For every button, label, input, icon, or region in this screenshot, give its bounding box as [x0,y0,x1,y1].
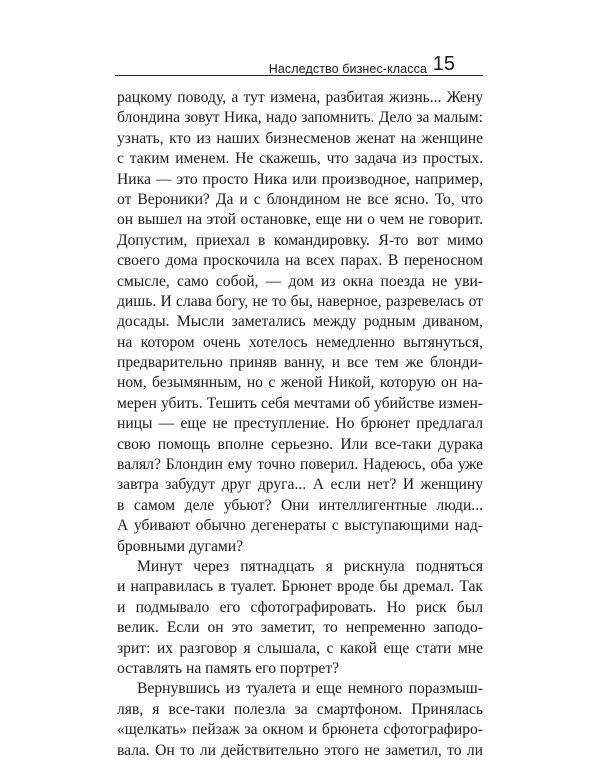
text-line: свою помощь вполне серьезно. Или все-таки дурака [117,435,483,453]
running-title: Наследство бизнес-класса [268,62,427,76]
text-line: в самом деле убьют? Они интеллигентные люди... [117,496,483,514]
text-line: смысле, само собой, — дом из окна поезда не уви- [117,272,483,290]
text-line: Минут через пятнадцать я рискнула подняться [137,557,483,575]
text-line: блондина зовут Ника, надо запомнить. Дело за малым: [117,109,483,127]
text-line: он вышел на этой остановке, еще ни о чем не говорит. [117,211,483,229]
text-line: «щелкать» пейзаж за окном и брюнета сфотографиро- [117,721,483,739]
text-line: ляв, я все-таки полезла за смартфоном. Принялась [117,700,483,718]
header-rule [115,75,483,76]
text-line: ном, безымянным, но с женой Никой, которую он на- [117,374,483,392]
text-line: завтра забудут друг друга... А если нет? И женщину [117,476,483,494]
text-line: велик. Если он это заметит, то непременно заподо- [117,619,483,637]
text-line: от Вероники? Да и с блондином не все ясно. То, что [117,190,483,208]
text-line: Ника — это просто Ника или производное, например, [117,170,483,188]
text-line: и подмывало его сфотографировать. Но риск был [117,598,483,616]
text-line: бровными дугами? [117,537,244,555]
text-line: Допустим, приехал в командировку. Я-то вот мимо [117,231,483,249]
paragraph [117,557,483,679]
text-line: оставлять на память его портрет? [117,659,340,677]
text-line: мерен убить. Тешить себя мечтами об убийстве измен- [117,394,483,412]
text-line: и направилась в туалет. Брюнет вроде бы дремал. Так [117,578,483,596]
text-line: Вернувшись из туалета и еще немного поразмыш- [137,680,483,698]
page-header [115,42,483,76]
text-line: дишь. И слава богу, не то бы, наверное, разревелась от [117,292,483,310]
body-text [117,88,483,761]
text-line: своего дома проскочила на всех парах. В переносном [117,252,483,270]
text-line: вала. Он то ли действительно этого не заметил, то ли [117,741,483,759]
text-line: с таким именем. Не скажешь, что задача из простых. [117,150,483,168]
text-line: досады. Мысли заметались между родным диваном, [117,313,483,331]
paragraph [117,679,483,761]
text-line: валял? Блондин ему точно поверил. Надеюсь, оба уже [117,456,483,474]
text-line: узнать, кто из наших бизнесменов женат на женщине [117,129,483,147]
text-line: рацкому поводу, а тут измена, разбитая жизнь... Жену [117,89,483,106]
text-line: на котором очень хотелось немедленно вытянуться, [117,333,483,351]
text-line: ницы — еще не преступление. Но брюнет предлагал [117,415,483,433]
text-line: зрит: их разговор я слышала, с какой еще стати мне [117,639,483,657]
text-line: А убивают обычно дегенераты с выступающими над- [117,517,483,535]
page-number: 15 [432,53,455,75]
paragraph [117,88,483,557]
text-line: предварительно приняв ванну, и все тем же блонди- [117,354,483,372]
